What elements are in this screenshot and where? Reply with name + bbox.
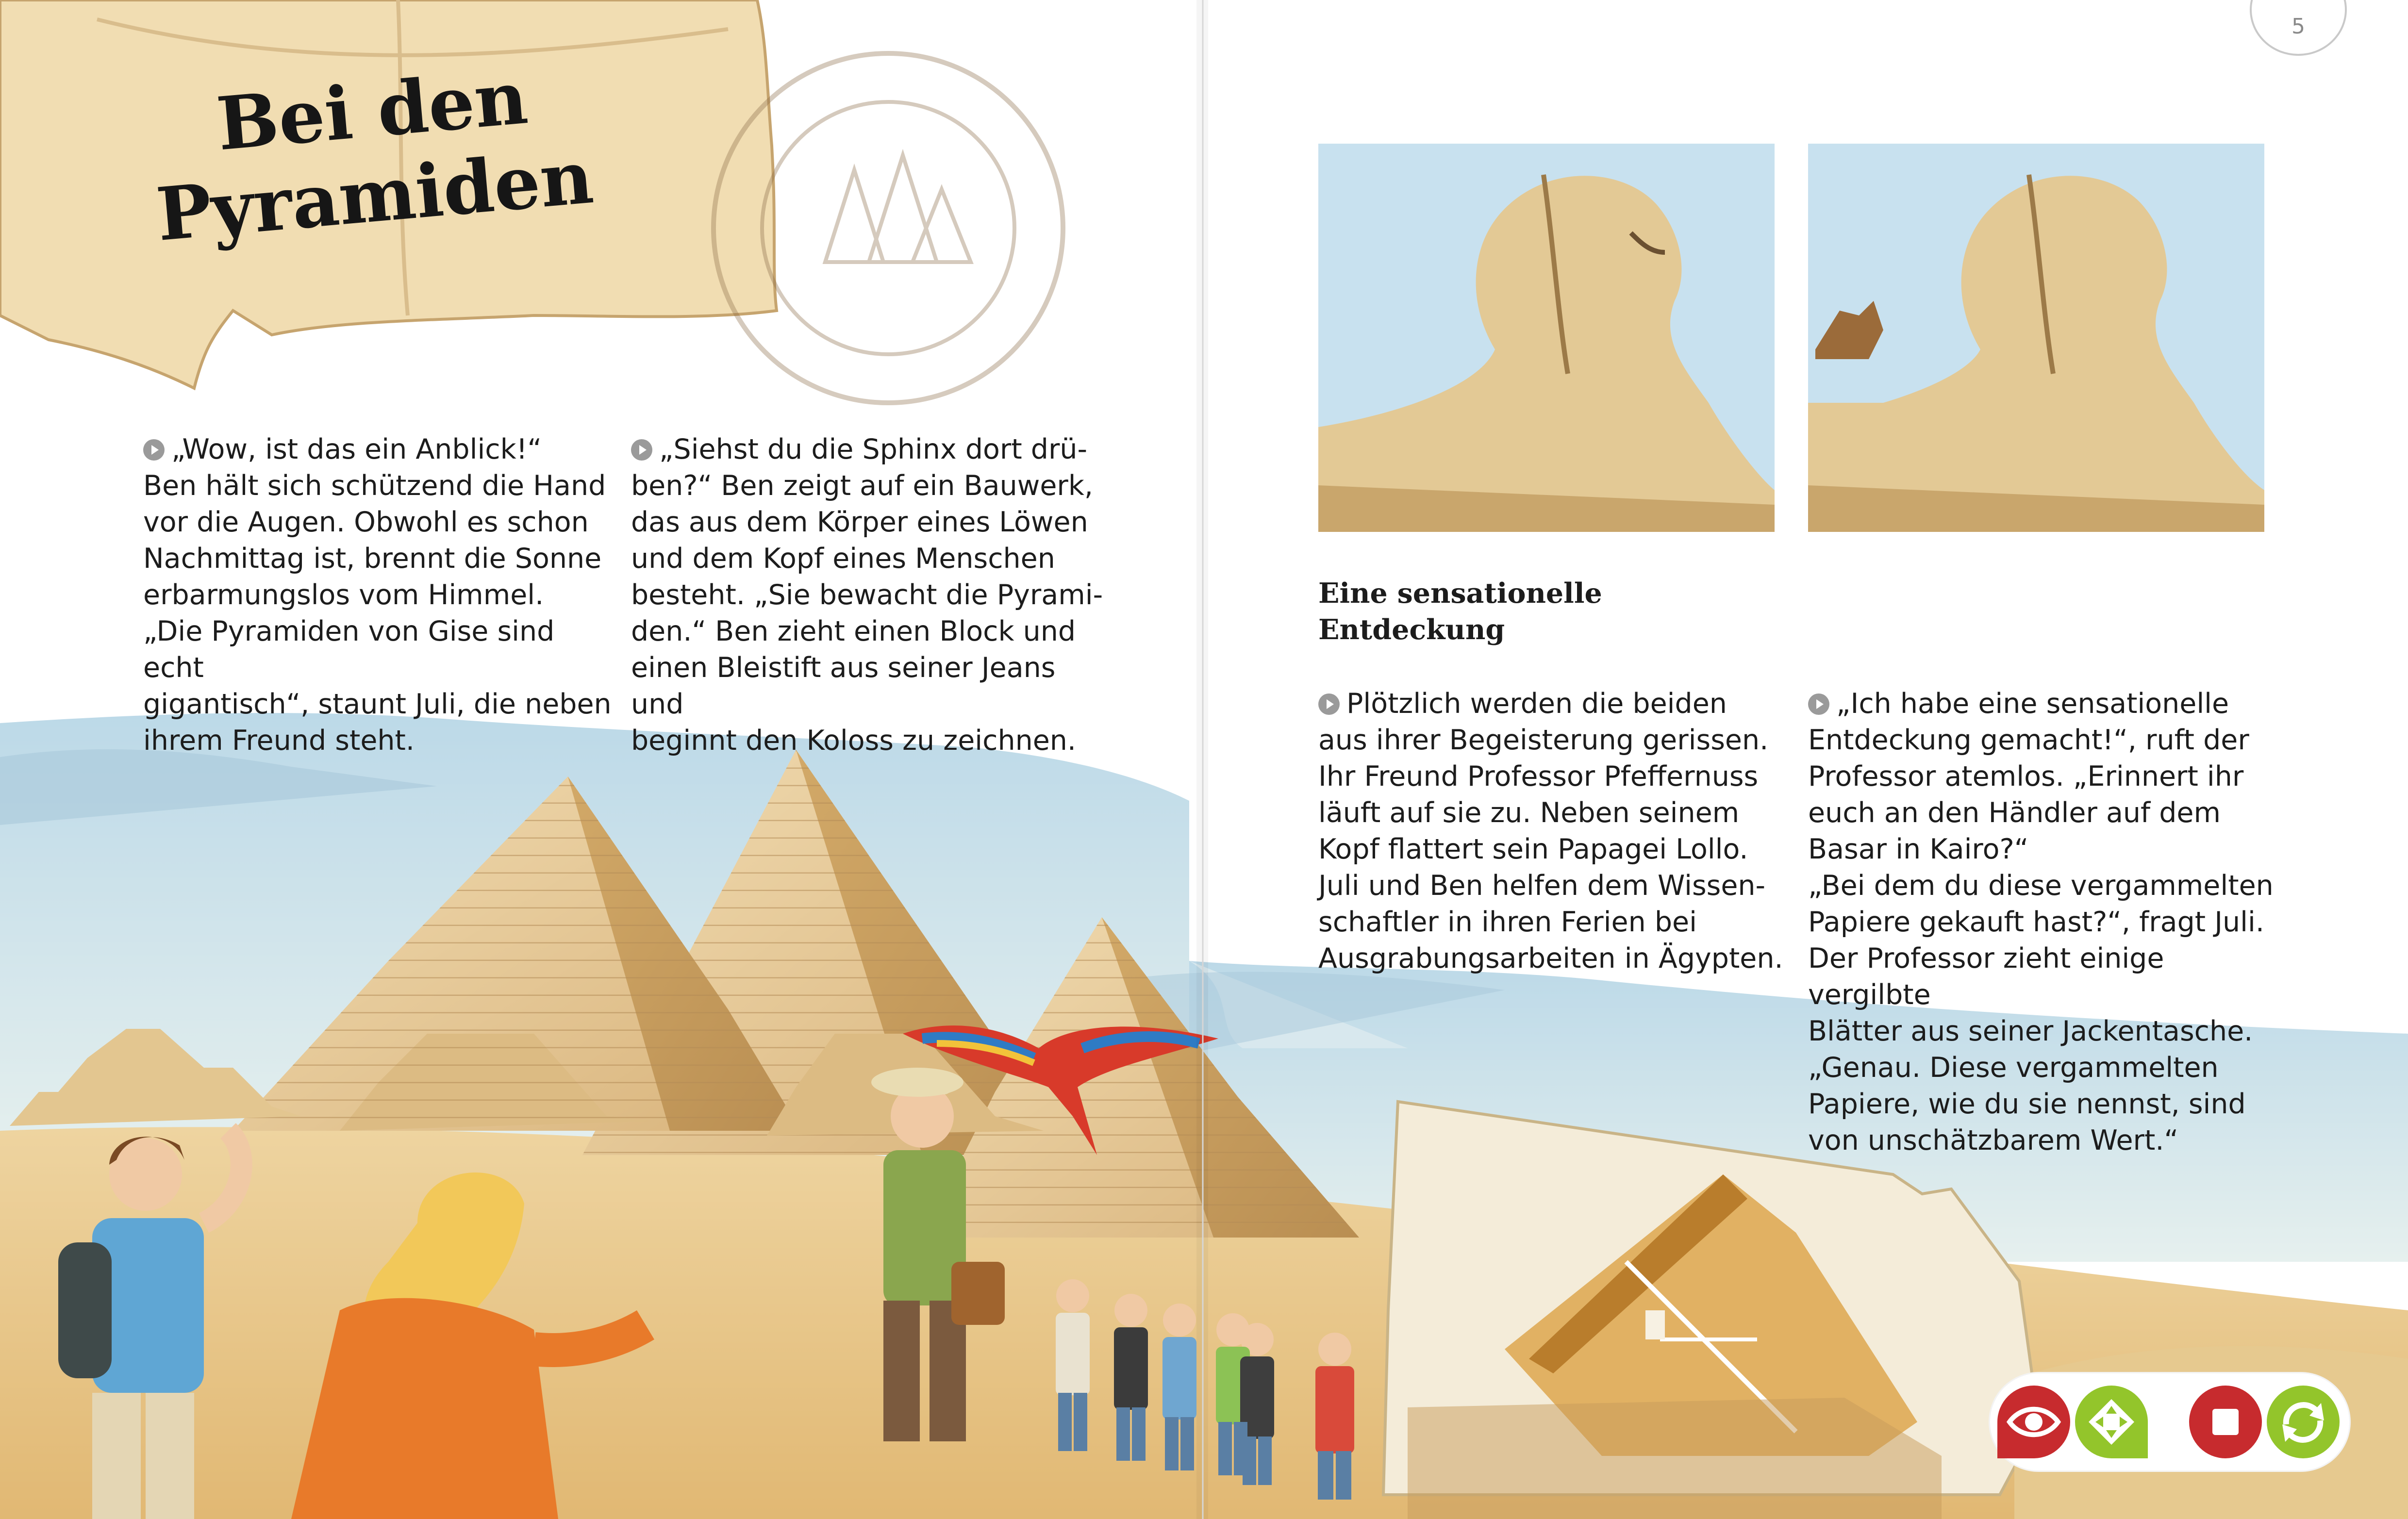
diamond-arrows-icon [2075,1386,2148,1458]
text-line: „Ich habe eine sensationelle [1836,688,2229,720]
text-line: euch an den Händler auf dem [1808,797,2221,829]
section-heading-line-2: Entdeckung [1318,613,1505,646]
text-line: Nachmittag ist, brennt die Sonne [143,543,602,575]
text-line: einen Bleistift aus seiner Jeans und [631,652,1056,720]
audio-controls-bar [1990,1373,2349,1470]
text-line: den.“ Ben zieht einen Block und [631,615,1076,647]
text-line: „Die Pyramiden von Gise sind echt [143,615,555,684]
text-line: Kopf flattert sein Papagei Lollo. [1318,833,1748,865]
page-number: 5 [2292,14,2305,39]
text-line: schaftler in ihren Ferien bei [1318,906,1697,938]
play-icon[interactable] [1318,693,1340,715]
text-line: und dem Kopf eines Menschen [631,543,1055,575]
page-title-line-2: Pyramiden [153,134,597,258]
eye-icon [1997,1386,2070,1458]
text-line: Ihr Freund Professor Pfeffernuss [1318,760,1759,793]
text-line: Papiere gekauft hast?“, fragt Juli. [1808,906,2264,938]
story-paragraph-3 [1318,686,1784,977]
text-line: ihrem Freund steht. [143,725,415,757]
sphinx-image-2 [1808,144,2264,532]
text-line: Ausgrabungsarbeiten in Ägypten. [1318,942,1783,974]
text-line: Der Professor zieht einige vergilbte [1808,942,2164,1011]
text-line: Ben hält sich schützend die Hand [143,470,606,502]
sphinx-image-1 [1318,144,1775,532]
story-paragraph-4 [1808,686,2293,1159]
text-line: Plötzlich werden die beiden [1346,688,1727,720]
text-line: von unschätzbarem Wert.“ [1808,1124,2178,1156]
text-line: Papiere, wie du sie nennst, sind [1808,1088,2246,1120]
text-line: „Bei dem du diese vergammelten [1808,870,2274,902]
play-icon[interactable] [631,439,652,461]
text-line: „Siehst du die Sphinx dort drü- [659,433,1088,465]
text-line: vor die Augen. Obwohl es schon [143,506,589,538]
text-line: aus ihrer Begeisterung gerissen. [1318,724,1769,756]
page-title-line-1: Bei den [213,55,531,167]
text-line: Blätter aus seiner Jackentasche. [1808,1015,2253,1047]
section-heading [1318,575,1804,648]
eye-button[interactable] [1997,1386,2070,1458]
text-line: besteht. „Sie bewacht die Pyrami- [631,579,1103,611]
story-paragraph-1 [143,431,619,759]
play-icon[interactable] [1808,693,1829,715]
page-title [153,50,597,258]
text-line: beginnt den Koloss zu zeichnen. [631,725,1077,757]
text-line: erbarmungslos vom Himmel. [143,579,544,611]
text-line: ben?“ Ben zeigt auf ein Bauwerk, [631,470,1093,502]
text-line: Professor atemlos. „Erinnert ihr [1808,760,2244,793]
text-line: das aus dem Körper eines Löwen [631,506,1088,538]
text-line: Basar in Kairo?“ [1808,833,2029,865]
play-icon[interactable] [143,439,165,461]
text-line: „Genau. Diese vergammelten [1808,1052,2219,1084]
text-line: läuft auf sie zu. Neben seinem [1318,797,1740,829]
stop-button[interactable] [2189,1386,2262,1458]
section-heading-line-1: Eine sensationelle [1318,577,1602,610]
story-paragraph-2 [631,431,1116,759]
repeat-button[interactable] [2267,1386,2340,1458]
repeat-icon [2267,1386,2340,1458]
text-line: Juli und Ben helfen dem Wissen- [1318,870,1766,902]
navigate-button[interactable] [2075,1386,2148,1458]
stop-icon [2189,1386,2262,1458]
text-line: Entdeckung gemacht!“, ruft der [1808,724,2249,756]
text-line: „Wow, ist das ein Anblick!“ [171,433,542,465]
text-line: gigantisch“, staunt Juli, die neben [143,688,612,720]
